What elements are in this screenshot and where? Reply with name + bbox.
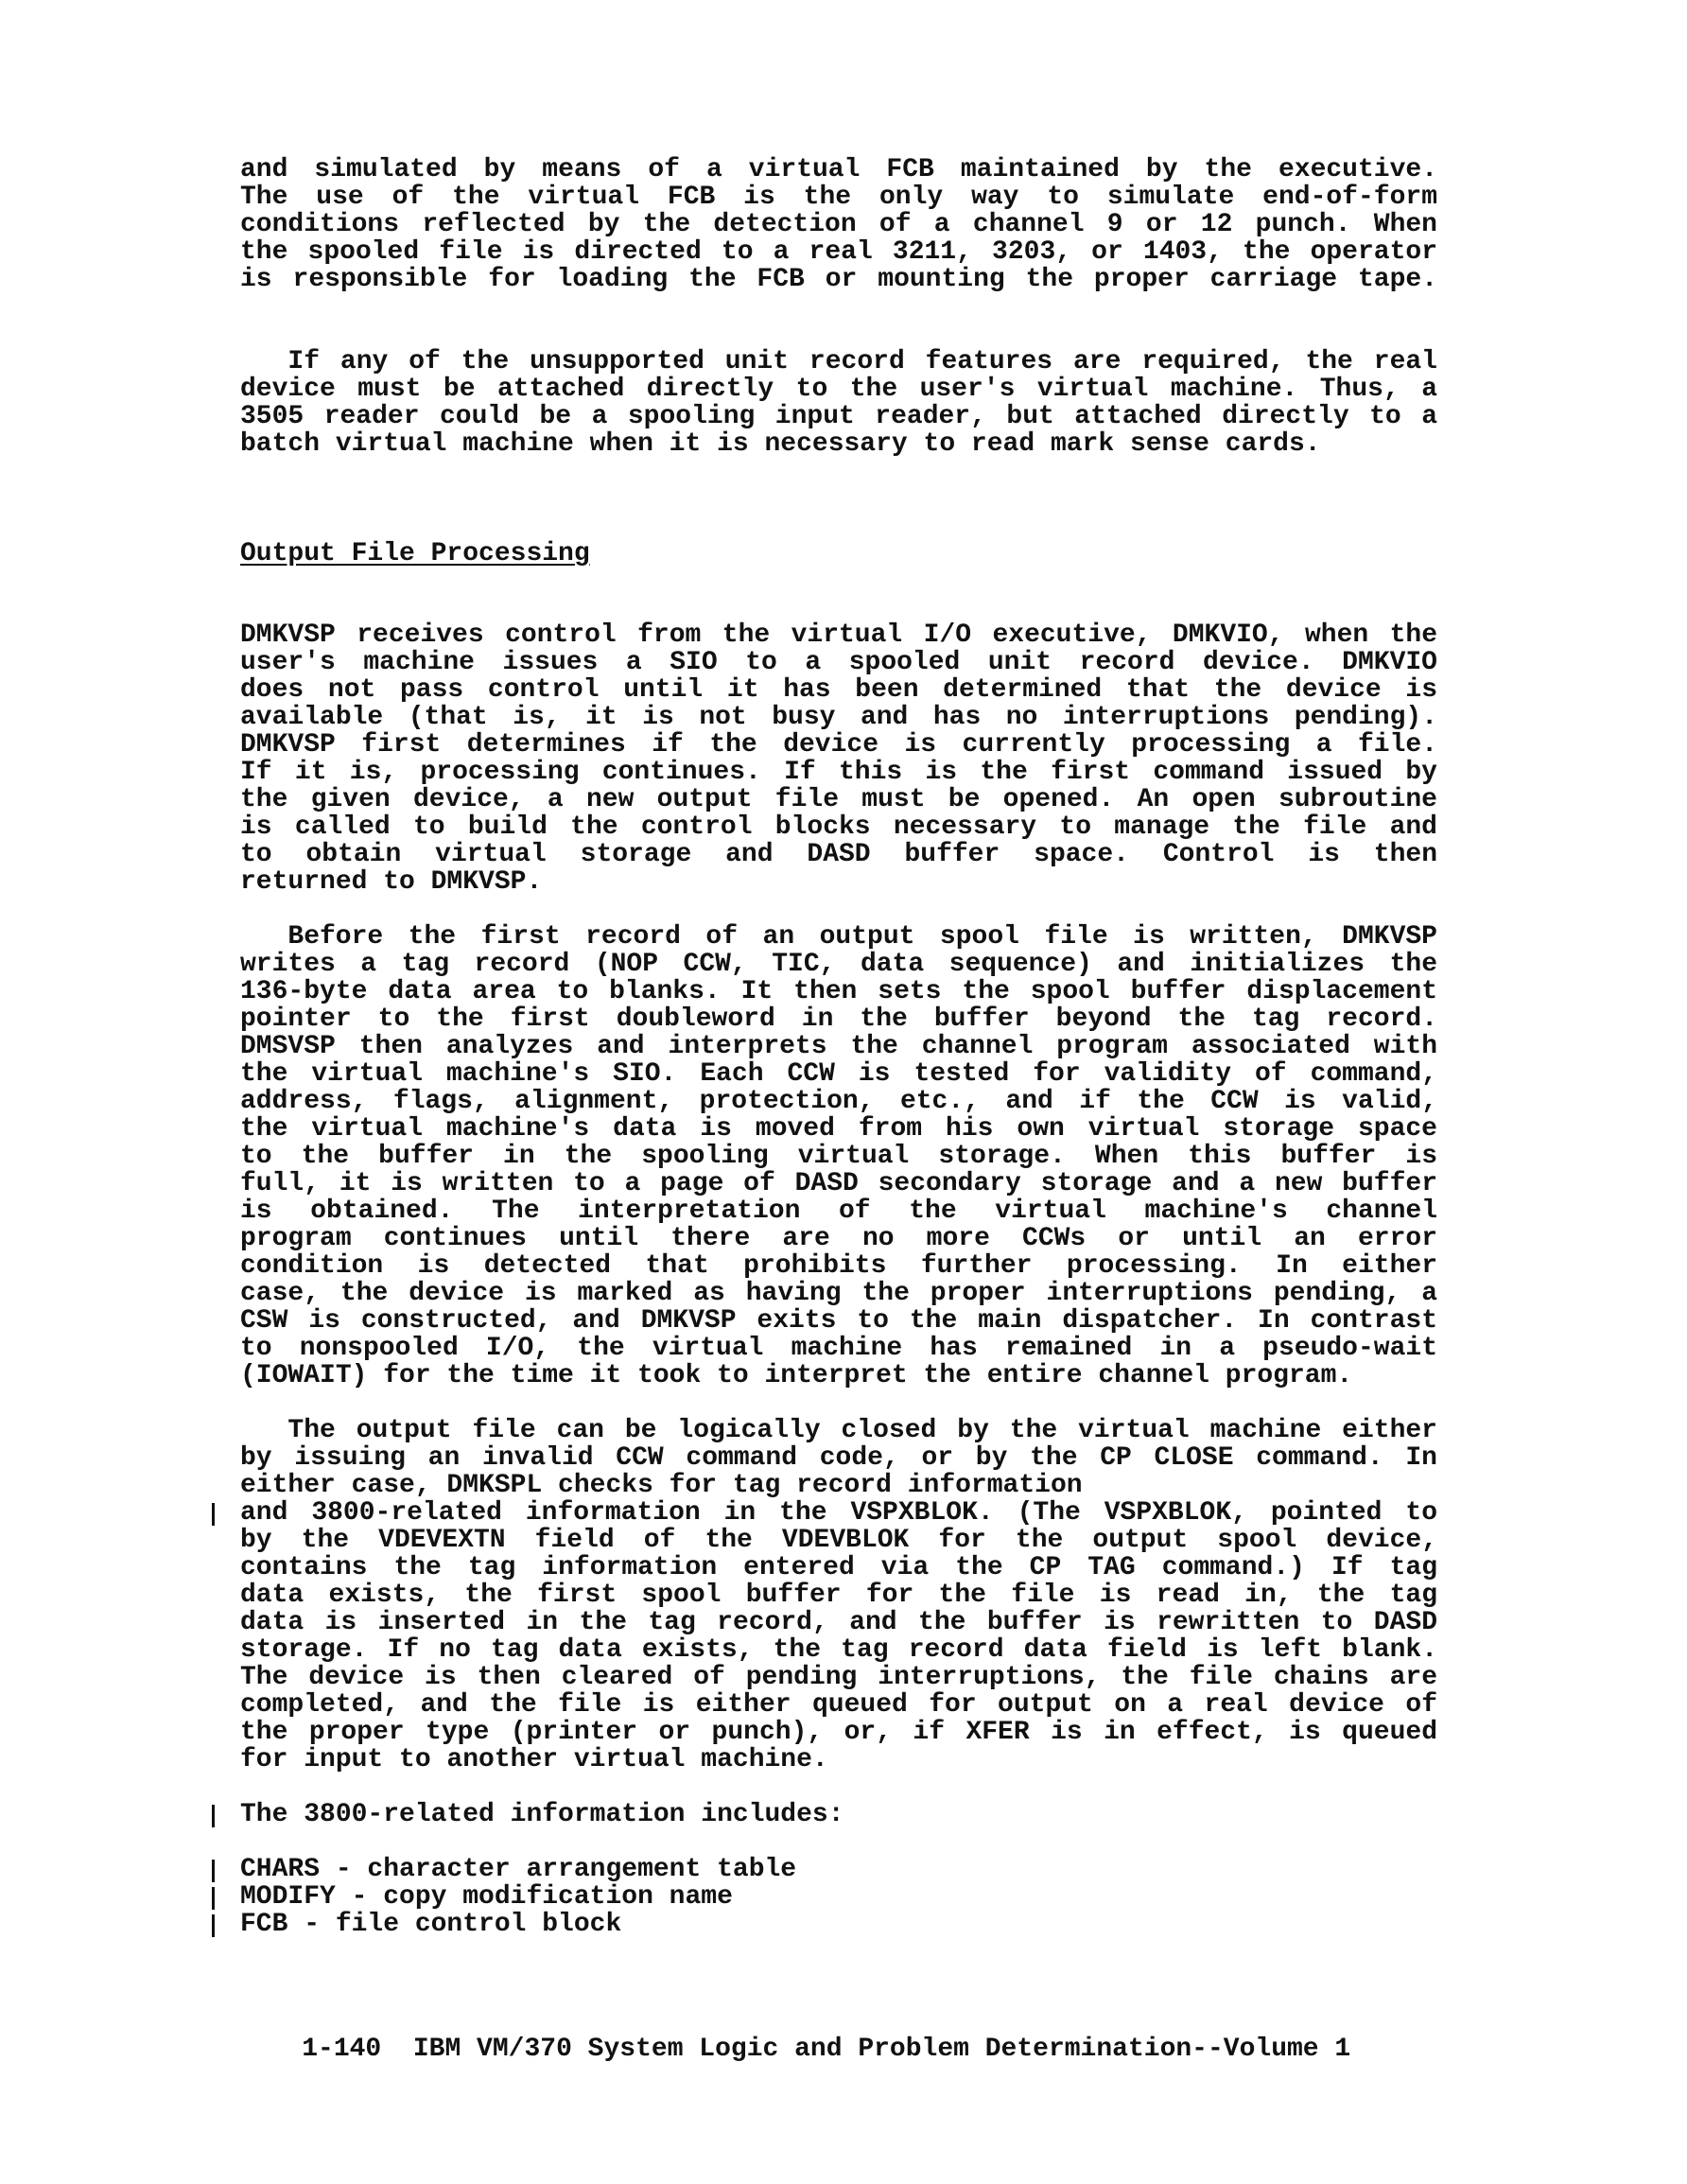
- text-line: contains the tag information entered via the CP TAG command.) If tag: [240, 1554, 1437, 1581]
- revision-bar: [212, 1860, 215, 1882]
- revision-bar: [212, 1914, 215, 1937]
- revision-bar: [212, 1887, 215, 1910]
- text-line: the given device, a new output file must be opened. An open subroutine: [240, 786, 1437, 813]
- text-line: address, flags, alignment, protection, etc., and if the CCW is valid,: [240, 1088, 1437, 1115]
- text-line: program continues until there are no more CCWs or until an error: [240, 1225, 1437, 1252]
- text-line: is called to build the control blocks necessary to manage the file and: [240, 813, 1437, 841]
- footer-title: IBM VM/370 System Logic and Problem Determination--Volume 1: [412, 2035, 1351, 2064]
- text-line: condition is detected that prohibits further processing. In either: [240, 1252, 1437, 1280]
- text-line: is responsible for loading the FCB or mounting the proper carriage tape.: [240, 266, 1437, 293]
- text-line: by the VDEVEXTN field of the VDEVBLOK for the output spool device,: [240, 1527, 1437, 1554]
- section-heading: Output File Processing: [240, 539, 590, 568]
- revision-bar: [212, 1805, 215, 1827]
- text-line: the proper type (printer or punch), or, if XFER is in effect, is queued: [240, 1719, 1437, 1746]
- text-line: The output file can be logically closed by the virtual machine either: [287, 1417, 1437, 1444]
- text-line: device must be attached directly to the user's virtual machine. Thus, a: [240, 376, 1437, 403]
- text-line: either case, DMKSPL checks for tag record information: [240, 1471, 1083, 1500]
- text-line: DMKVSP first determines if the device is currently processing a file.: [240, 731, 1437, 759]
- text-line: CSW is constructed, and DMKVSP exits to the main dispatcher. In contrast: [240, 1307, 1437, 1335]
- page-footer: [238, 2007, 1350, 2092]
- text-line: If any of the unsupported unit record features are required, the real: [287, 348, 1437, 376]
- text-line: full, it is written to a page of DASD secondary storage and a new buffer: [240, 1170, 1437, 1197]
- text-line: data is inserted in the tag record, and the buffer is rewritten to DASD: [240, 1609, 1437, 1636]
- text-line: by issuing an invalid CCW command code, or by the CP CLOSE command. In: [240, 1444, 1437, 1472]
- text-line: storage. If no tag data exists, the tag record data field is left blank.: [240, 1636, 1437, 1664]
- text-line: completed, and the file is either queued for output on a real device of: [240, 1691, 1437, 1719]
- text-line: (IOWAIT) for the time it took to interpret the entire channel program.: [240, 1361, 1353, 1390]
- page-number: 1-140: [302, 2035, 382, 2064]
- text-line: the virtual machine's SIO. Each CCW is tested for validity of command,: [240, 1060, 1437, 1088]
- text-line: and simulated by means of a virtual FCB maintained by the executive.: [240, 156, 1437, 183]
- text-line: case, the device is marked as having the proper interruptions pending, a: [240, 1280, 1437, 1307]
- text-line: the virtual machine's data is moved from his own virtual storage space: [240, 1115, 1437, 1143]
- text-line: does not pass control until it has been determined that the device is: [240, 676, 1437, 704]
- text-line: DMKVSP receives control from the virtual I/O executive, DMKVIO, when the: [240, 621, 1437, 649]
- text-line: available (that is, it is not busy and has no interruptions pending).: [240, 704, 1437, 731]
- text-line: and 3800-related information in the VSPXBLOK. (The VSPXBLOK, pointed to: [240, 1499, 1437, 1527]
- revision-bar: [212, 1503, 215, 1526]
- text-line: to nonspooled I/O, the virtual machine has remained in a pseudo-wait: [240, 1335, 1437, 1362]
- text-line: The use of the virtual FCB is the only way to simulate end-of-form: [240, 183, 1437, 211]
- text-line: conditions reflected by the detection of a channel 9 or 12 punch. When: [240, 211, 1437, 238]
- list-item: CHARS - character arrangement table: [240, 1855, 797, 1884]
- text-line: batch virtual machine when it is necessary to read mark sense cards.: [240, 429, 1321, 459]
- text-line: the spooled file is directed to a real 3211, 3203, or 1403, the operator: [240, 238, 1437, 266]
- text-line: The device is then cleared of pending interruptions, the file chains are: [240, 1664, 1437, 1691]
- text-line: DMSVSP then analyzes and interprets the channel program associated with: [240, 1033, 1437, 1060]
- list-item: FCB - file control block: [240, 1910, 622, 1939]
- text-line: for input to another virtual machine.: [240, 1745, 828, 1774]
- list-item: MODIFY - copy modification name: [240, 1882, 733, 1912]
- text-line: to obtain virtual storage and DASD buffer space. Control is then: [240, 841, 1437, 868]
- text-line: writes a tag record (NOP CCW, TIC, data sequence) and initializes the: [240, 951, 1437, 978]
- text-line: 3505 reader could be a spooling input reader, but attached directly to a: [240, 403, 1437, 430]
- text-line: is obtained. The interpretation of the virtual machine's channel: [240, 1197, 1437, 1225]
- text-line: to the buffer in the spooling virtual storage. When this buffer is: [240, 1143, 1437, 1170]
- text-line: returned to DMKVSP.: [240, 867, 543, 897]
- text-line: user's machine issues a SIO to a spooled unit record device. DMKVIO: [240, 649, 1437, 676]
- text-line: If it is, processing continues. If this is the first command issued by: [240, 759, 1437, 786]
- text-line: data exists, the first spool buffer for the file is read in, the tag: [240, 1581, 1437, 1609]
- text-line: The 3800-related information includes:: [240, 1800, 844, 1829]
- text-line: Before the first record of an output spool file is written, DMKVSP: [287, 923, 1437, 951]
- text-line: pointer to the first doubleword in the buffer beyond the tag record.: [240, 1005, 1437, 1033]
- text-line: 136-byte data area to blanks. It then sets the spool buffer displacement: [240, 978, 1437, 1005]
